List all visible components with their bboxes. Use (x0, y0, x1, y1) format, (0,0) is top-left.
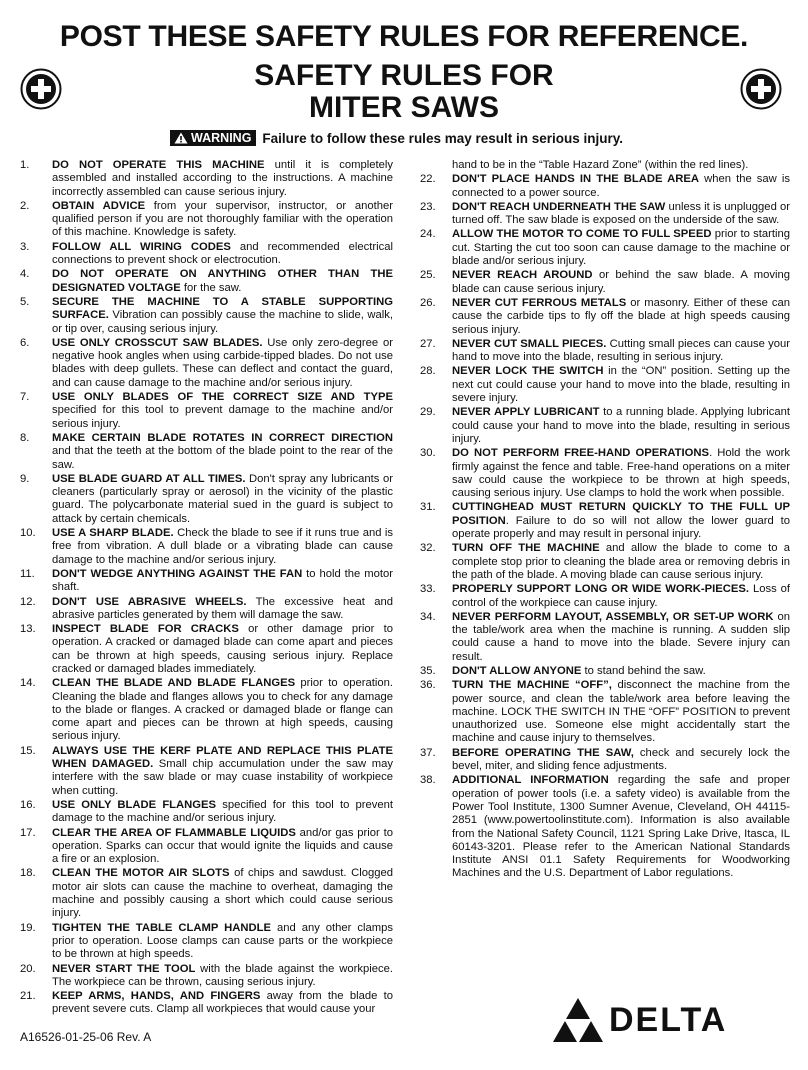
item-heading: USE A SHARP BLADE. (52, 527, 174, 540)
list-item (20, 568, 393, 595)
item-text (452, 665, 790, 678)
item-body: Loss of control of the workpiece can cause injury. (452, 583, 790, 609)
item-text (452, 679, 790, 745)
item-text (452, 501, 790, 541)
item-heading: DO NOT OPERATE ON ANYTHING OTHER THAN THE DESIGNATED VOLTAGE (52, 268, 393, 294)
warning-label (170, 130, 256, 146)
item-heading: NEVER PERFORM LAYOUT, ASSEMBLY, OR SET-UP WORK (452, 610, 774, 623)
list-item (420, 365, 790, 405)
continuation-text: hand to be in the “Table Hazard Zone” (within the red lines). (452, 159, 749, 171)
item-number: 15. (20, 744, 36, 757)
item-heading: USE ONLY BLADES OF THE CORRECT SIZE AND TYPE (52, 391, 393, 404)
item-body: Vibration can possibly cause the machine to slide, walk, or tip over, causing serious injury. (52, 309, 393, 335)
item-text (52, 159, 393, 199)
list-item (20, 745, 393, 798)
item-text (52, 432, 393, 472)
list-item (420, 228, 790, 268)
item-text (452, 747, 790, 774)
item-heading: NEVER START THE TOOL (52, 962, 196, 975)
list-item (420, 583, 790, 610)
item-body: and that the teeth at the bottom of the blade point to the rear of the saw. (52, 445, 393, 471)
item-number: 21. (20, 990, 36, 1003)
item-heading: NEVER LOCK THE SWITCH (452, 365, 604, 378)
item-body: when the saw is connected to a power source. (452, 173, 791, 199)
item-body: Check the blade to see if it runs true and is free from vibration. A dull blade or a vibrating blade can cause damage to the machine and/or serious injury. (52, 527, 394, 566)
item-body: unless it is unplugged or turned off. The saw blade is exposed on the underside of the saw. (452, 200, 791, 227)
item-heading: BEFORE OPERATING THE SAW, (452, 746, 634, 759)
list-item (420, 679, 790, 745)
item-number: 36. (420, 679, 436, 692)
item-number: 32. (420, 542, 436, 555)
item-text (52, 745, 393, 798)
list-item (420, 611, 790, 664)
item-body: on the table/work area when the machine is running. A sudden slip could cause a hand to move into the blade. Severe injury can result. (452, 610, 791, 663)
list-item (20, 432, 393, 472)
item-text (452, 173, 790, 200)
list-item (20, 596, 393, 623)
item-text (52, 827, 393, 867)
list-item (420, 501, 790, 541)
item-body: in the “ON” position. Setting up the next cut could cause your hand to move into the blade, resulting in severe injury. (452, 365, 790, 405)
item-body: . Hold the work firmly against the fence and table. Free-hand operations on a miter saw could cause the workpiece to be thrown at high speeds, causing serious injury. Use clamps to hold the work when possible. (452, 447, 791, 500)
item-body: and any other clamps prior to operation. Loose clamps can cause parts or the workpiece to be thrown at high speeds. (52, 921, 394, 961)
item-number: 24. (420, 228, 436, 241)
item-text (452, 338, 790, 365)
item-number: 17. (20, 826, 36, 839)
item-heading: USE ONLY CROSSCUT SAW BLADES. (52, 336, 263, 349)
item-body: away from the blade to prevent severe cuts. Clamp all workpieces that would cause your (52, 990, 393, 1016)
item-number: 14. (20, 677, 36, 690)
item-heading: CUTTINGHEAD MUST RETURN QUICKLY TO THE FULL UP POSITION (452, 501, 790, 527)
item-body: Small chip accumulation under the saw may interfere with the saw blade or may cuase instability of workpiece when cutting. (52, 758, 393, 797)
item-number: 23. (420, 200, 436, 213)
item-number: 7. (20, 391, 30, 404)
item-text (452, 774, 790, 880)
list-item (420, 201, 790, 228)
item-text (452, 365, 790, 405)
list-item (420, 173, 790, 200)
item-number: 9. (20, 472, 30, 485)
item-text (52, 799, 393, 826)
item-text (452, 542, 790, 582)
item-heading: DON'T PLACE HANDS IN THE BLADE AREA (452, 173, 700, 186)
item-number: 27. (420, 337, 436, 350)
item-number: 5. (20, 295, 30, 308)
item-text (52, 337, 393, 390)
list-item (420, 406, 790, 446)
item-number: 16. (20, 798, 36, 811)
item-body: of chips and sawdust. Clogged motor air slots can cause the machine to overheat, damaging the machine and possibly causing a short which could cause serious injury. (52, 867, 393, 920)
item-body: and recommended electrical connections to prevent shock or electrocution. (52, 240, 393, 267)
item-text (52, 241, 393, 268)
list-item (20, 677, 393, 743)
list-item (20, 963, 393, 990)
warning-triangle-icon (174, 132, 188, 144)
item-text (52, 568, 393, 595)
item-number: 29. (420, 406, 436, 419)
item-body: Use only zero-degree or negative hook angles when using carbide-tipped blades. Do not use blades with deep gullets. These can deflect and contact the guard, and can cause damage to the machine and/or serious injury. (52, 336, 393, 389)
list-item (420, 447, 790, 500)
item-heading: DON'T USE ABRASIVE WHEELS. (52, 595, 247, 608)
item-text (452, 228, 790, 268)
item-heading: TURN THE MACHINE “OFF”, (452, 679, 612, 692)
item-body: The excessive heat and abrasive particles generated by them will damage the saw. (52, 595, 393, 621)
document-number: A16526-01-25-06 Rev. A (20, 1030, 152, 1044)
rules-left-column (20, 159, 393, 1018)
list-item (20, 799, 393, 826)
item-heading: DON'T REACH UNDERNEATH THE SAW (452, 200, 666, 213)
item-body: with the blade against the workpiece. The workpiece can be thrown, causing serious injury. (52, 962, 393, 988)
item-number: 30. (420, 447, 436, 460)
item-heading: PROPERLY SUPPORT LONG OR WIDE WORK-PIECES. (452, 583, 750, 596)
item-number: 37. (420, 746, 436, 759)
list-item (420, 665, 790, 678)
item-text (52, 623, 393, 676)
item-text (52, 677, 393, 743)
item-text (52, 473, 393, 526)
list-item (20, 867, 393, 920)
item-heading: ADDITIONAL INFORMATION (452, 774, 609, 787)
item-heading: NEVER APPLY LUBRICANT (452, 406, 600, 419)
item-heading: TURN OFF THE MACHINE (452, 542, 600, 555)
item-body: specified for this tool to prevent damage to the machine and/or serious injury. (52, 798, 393, 825)
item-body: Cutting small pieces can cause your hand to move into the blade, resulting in serious injury. (452, 337, 790, 364)
list-item (420, 747, 790, 774)
item-heading: MAKE CERTAIN BLADE ROTATES IN CORRECT DIRECTION (52, 431, 393, 444)
list-item (420, 159, 790, 172)
item-heading: NEVER REACH AROUND (452, 269, 593, 282)
item-number: 25. (420, 269, 436, 282)
warning-banner (170, 130, 623, 146)
item-heading: CLEAN THE MOTOR AIR SLOTS (52, 867, 230, 880)
list-item (20, 623, 393, 676)
item-heading: TIGHTEN THE TABLE CLAMP HANDLE (52, 921, 272, 934)
list-item (20, 241, 393, 268)
list-item (20, 296, 393, 336)
item-body: regarding the safe and proper operation of power tools (i.e. a safety video) is available from the Power Tool Institute, 1300 Sumner Avenue, Cleveland, OH 44115-2851 (www.powertoolinstitute.com). Information is also available from the National Safety Council, 1121 Spring Lake Drive, Itasca, IL 60143-3201. Please refer to the American National Standards Institute ANSI 01.1 Safety Requirements for Woodworking Machines and the U.S. Department of Labor regulations. (452, 774, 790, 880)
page-title-line3: MITER SAWS (308, 91, 499, 124)
item-text (52, 990, 393, 1017)
item-body: Don't spray any lubricants or cleaners (particularly spray or aerosol) in the vicinity of the plastic guard. The polycarbonate material sued in the guard is subject to attack by certain chemicals. (52, 472, 393, 525)
item-number: 13. (20, 623, 36, 636)
list-item (20, 827, 393, 867)
item-text (452, 583, 790, 610)
item-body: or other damage prior to operation. A cracked or damaged blade can come apart and pieces can be thrown at high speeds, causing serious injury. Replace cracked or damaged blades immediately. (52, 623, 393, 675)
rules-right-column (420, 159, 790, 882)
item-heading: OBTAIN ADVICE (52, 199, 146, 212)
item-body: or masonry. Either of these can cause the carbide tips to fly off the blade at high speeds causing serious injury. (452, 296, 790, 336)
item-text (52, 391, 393, 431)
item-text (52, 527, 393, 567)
item-heading: ALWAYS USE THE KERF PLATE AND REPLACE THIS PLATE WHEN DAMAGED. (52, 744, 393, 771)
item-number: 20. (20, 962, 36, 975)
item-heading: NEVER CUT FERROUS METALS (452, 296, 627, 309)
item-body: check and securely lock the bevel, miter, and sliding fence adjustments. (452, 746, 791, 773)
item-heading: DO NOT OPERATE THIS MACHINE (52, 159, 265, 171)
item-number: 1. (20, 159, 30, 171)
item-text (52, 963, 393, 990)
item-number: 12. (20, 595, 36, 608)
item-number: 6. (20, 336, 30, 349)
item-heading: DO NOT PERFORM FREE-HAND OPERATIONS (452, 447, 710, 460)
list-item (420, 774, 790, 880)
list-item (20, 922, 393, 962)
item-body: prior to starting cut. Starting the cut too soon can cause damage to the machine or blade and/or serious injury. (452, 228, 790, 268)
list-item (20, 268, 393, 295)
item-number: 3. (20, 240, 30, 253)
item-number: 4. (20, 268, 30, 281)
item-number: 22. (420, 173, 436, 186)
item-body: to stand behind the saw. (581, 664, 706, 677)
item-number: 34. (420, 610, 436, 623)
item-heading: SECURE THE MACHINE TO A STABLE SUPPORTING SURFACE. (52, 295, 393, 322)
item-number: 8. (20, 431, 30, 444)
item-body: or behind the saw blade. A moving blade can cause serious injury. (452, 269, 790, 295)
item-body: and/or gas prior to operation. Sparks can occur that would ignite the liquids and cause a fire or an explosion. (52, 826, 393, 866)
first-aid-cross-icon (740, 68, 782, 110)
brand-name: DELTA (609, 1000, 728, 1039)
first-aid-cross-icon (20, 68, 62, 110)
delta-triangle-icon (553, 998, 603, 1042)
item-text (452, 269, 790, 296)
item-heading: NEVER CUT SMALL PIECES. (452, 337, 607, 350)
list-item (20, 990, 393, 1017)
list-item (420, 297, 790, 337)
item-heading: USE ONLY BLADE FLANGES (52, 798, 217, 811)
list-item (20, 473, 393, 526)
item-body: prior to operation. Cleaning the blade and flanges allows you to check for any damage to the blade or flanges. A cracked or damaged blade or flange can come apart and pieces can be thrown at high speeds, causing serious injury. (52, 677, 393, 743)
item-body: to a running blade. Applying lubricant could cause your hand to move into the blade, resulting in serious injury. (452, 406, 790, 445)
warning-text: Failure to follow these rules may result in serious injury. (262, 130, 624, 146)
item-heading: KEEP ARMS, HANDS, AND FINGERS (52, 990, 261, 1003)
list-item (420, 542, 790, 582)
item-text (452, 297, 790, 337)
item-text (52, 596, 393, 623)
item-number: 19. (20, 921, 36, 934)
item-body: from your supervisor, instructor, or another qualified person if you are not thoroughly familiar with the operation of this machine. Knowledge is safety. (52, 199, 393, 239)
item-text (52, 268, 393, 295)
item-number: 33. (420, 583, 436, 596)
list-item (420, 338, 790, 365)
item-heading: CLEAN THE BLADE AND BLADE FLANGES (52, 677, 296, 690)
item-number: 11. (20, 567, 35, 580)
item-text (452, 406, 790, 446)
item-heading: USE BLADE GUARD AT ALL TIMES. (52, 472, 246, 485)
item-body: . Failure to do so will not allow the lower guard to operate properly and may result in personal injury. (452, 514, 790, 541)
item-heading: FOLLOW ALL WIRING CODES (52, 240, 231, 253)
list-item (20, 527, 393, 567)
item-number: 2. (20, 199, 30, 212)
list-item (20, 391, 393, 431)
item-heading: INSPECT BLADE FOR CRACKS (52, 623, 239, 636)
item-text (52, 867, 393, 920)
item-number: 10. (20, 527, 36, 540)
item-heading: CLEAR THE AREA OF FLAMMABLE LIQUIDS (52, 826, 296, 839)
item-number: 35. (420, 664, 436, 677)
item-body: disconnect the machine from the power source, and clean the table/work area before leaving the machine. LOCK THE SWITCH IN THE “OFF” POSITION to prevent unauthorized use. Someone else might accidentally start the machine and cause injury to themselves. (452, 679, 790, 745)
item-number: 38. (420, 774, 436, 787)
item-number: 26. (420, 296, 436, 309)
page-title-line2: SAFETY RULES FOR (254, 59, 554, 92)
item-body: specified for this tool to prevent damage to the machine and/or serious injury. (52, 404, 393, 430)
page-title-line1: POST THESE SAFETY RULES FOR REFERENCE. (59, 20, 749, 53)
item-text (52, 922, 393, 962)
item-text (452, 447, 790, 500)
delta-logo (553, 998, 727, 1042)
item-body: to hold the motor shaft. (52, 567, 393, 594)
list-item (20, 200, 393, 240)
item-text (52, 296, 393, 336)
list-item (20, 337, 393, 390)
item-text (52, 200, 393, 240)
item-number: 28. (420, 365, 436, 378)
page-title (0, 60, 808, 124)
list-item (420, 269, 790, 296)
item-heading: ALLOW THE MOTOR TO COME TO FULL SPEED (452, 228, 712, 241)
item-number: 18. (20, 867, 36, 880)
item-heading: DON'T WEDGE ANYTHING AGAINST THE FAN (52, 567, 303, 580)
item-heading: DON'T ALLOW ANYONE (452, 664, 582, 677)
item-body: until it is completely assembled and installed according to the instructions. A machine incorrectly assembled can cause serious injury. (52, 159, 393, 198)
item-text (452, 201, 790, 228)
item-body: and allow the blade to come to a complete stop prior to cleaning the blade area or removing debris in the path of the blade. A moving blade can cause serious injury. (452, 542, 791, 581)
item-text (452, 611, 790, 664)
item-number: 31. (420, 501, 436, 514)
item-body: for the saw. (180, 281, 242, 294)
list-item (20, 159, 393, 199)
warning-label-text: WARNING (191, 131, 252, 145)
